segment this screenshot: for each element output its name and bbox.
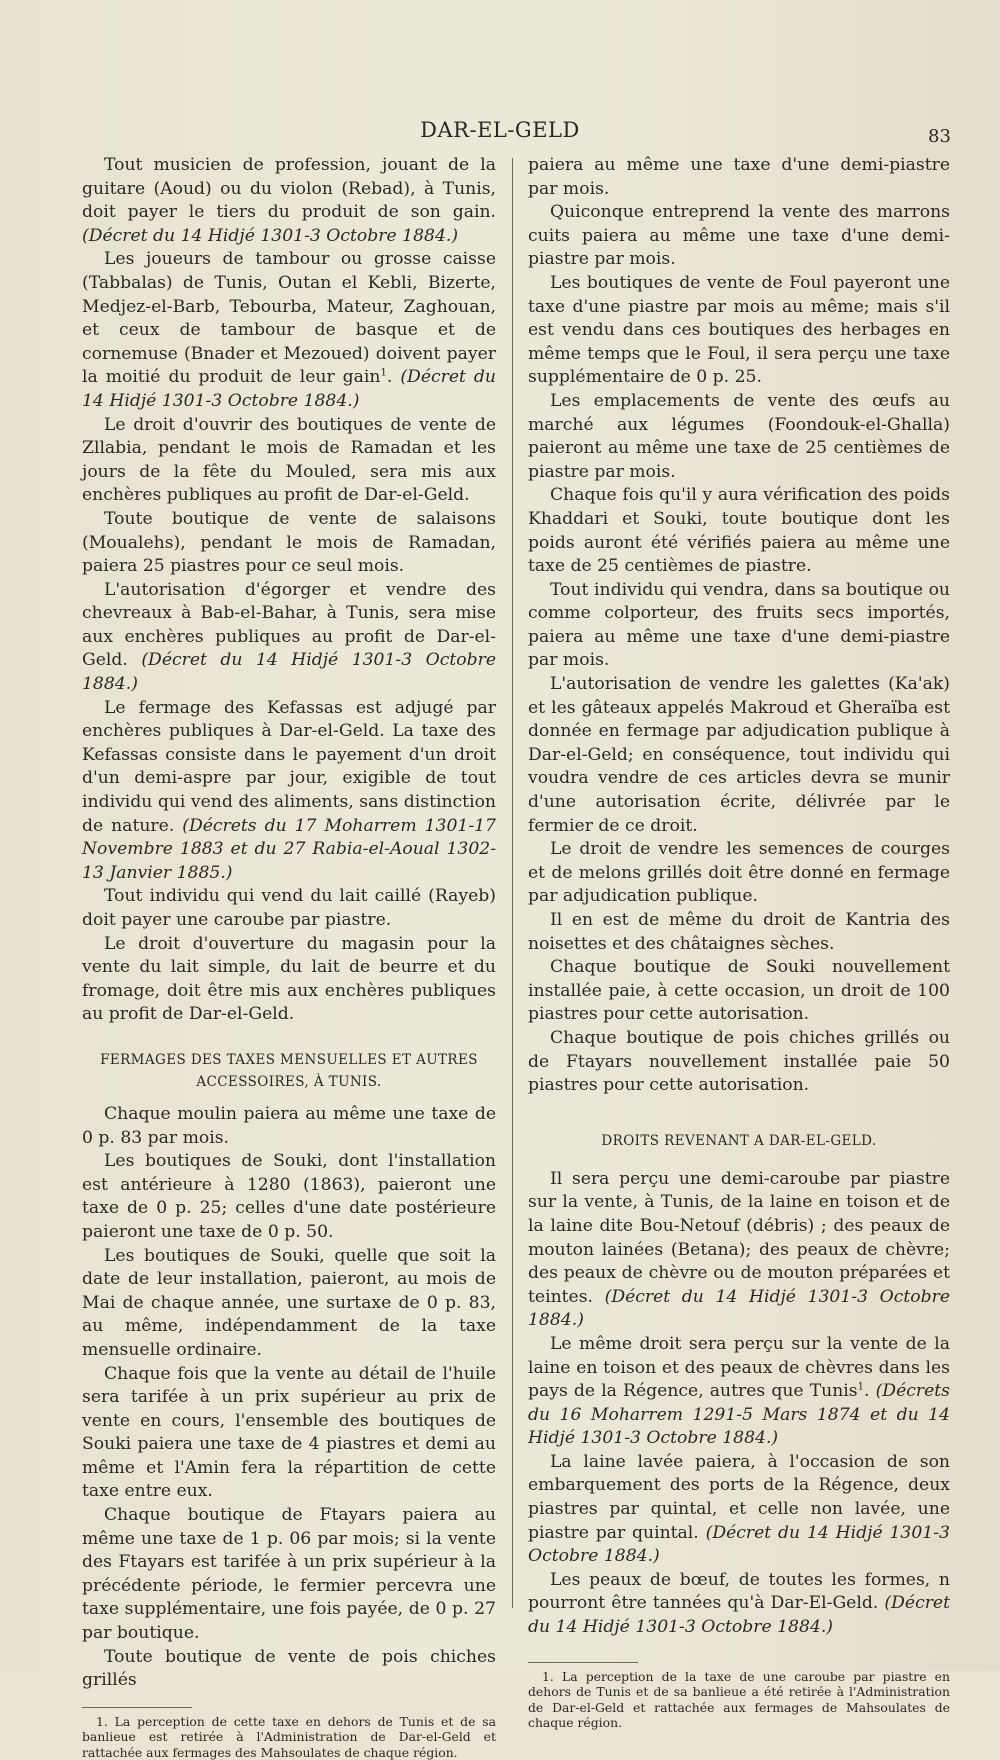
decree-reference: (Décrets du 17 Moharrem 1301-17 Novembre 1883 et du 27 Rabia-el-Aoual 1302-13 Janvier 1885.) [82, 815, 496, 883]
left-column [82, 154, 496, 1760]
paragraph: Il sera perçu une demi-caroube par piastre sur la vente, à Tunis, de la laine en toison et de la laine dite Bou-Netouf (débris) ; des peaux de mouton lainées (Betana); des peaux de chèvre; des peaux de chèvre ou de mouton préparées et teintes. (Décret du 14 Hidjé 1301-3 Octobre 1884.) [528, 1168, 950, 1331]
paragraph: Il en est de même du droit de Kantria des noisettes et des châtaignes sèches. [528, 910, 950, 954]
decree-reference: (Décret du 14 Hidjé 1301-3 Octobre 1884.) [82, 225, 459, 246]
footnote-number: 1 [542, 1668, 550, 1684]
paragraph: Toute boutique de vente de pois chiches grillés [82, 1646, 496, 1691]
paragraph: Le même droit sera perçu sur la vente de la laine en toison et des peaux de chèvres dans les pays de la Régence, autres que Tunis$^1$. (Décrets du 16 Moharrem 1291-5 Mars 1874 et du 14 Hidjé 1301-3 Octobre 1884.) [528, 1333, 950, 1449]
paragraph: Les joueurs de tambour ou grosse caisse (Tabbalas) de Tunis, Outan el Kebli, Bizerte, Medjez-el-Barb, Tebourba, Mateur, Zaghouan, et ceux de tambour de basque et de cornemuse (Bnader et Mezoued) doivent payer la moitié du produit de leur gain$^1$. (Décret du 14 Hidjé 1301-3 Octobre 1884.) [82, 249, 496, 411]
paragraph: Chaque boutique de Ftayars paiera au même une taxe de 1 p. 06 par mois; si la vente des Ftayars est tarifée à un prix supérieur à la précédente période, le fermier percevra une taxe supplémentaire, une fois payée, de 0 p. 27 par boutique. [82, 1505, 496, 1644]
paragraph: Tout individu qui vendra, dans sa boutique ou comme colporteur, des fruits secs importés, paiera au même une taxe d'une demi-piastre par mois. [528, 579, 950, 671]
section-heading: FERMAGES DES TAXES MENSUELLES ET AUTRES ACCESSOIRES, À TUNIS. [100, 1051, 478, 1090]
running-head: DAR-EL-GELD [420, 118, 580, 142]
paragraph: Le droit de vendre les semences de courges et de melons grillés doit être donné en fermage par adjudication publique. [528, 839, 950, 907]
paragraph: Toute boutique de vente de salaisons (Moualehs), pendant le mois de Ramadan, paiera 25 piastres pour ce seul mois. [82, 508, 496, 577]
decree-reference: (Décret du 14 Hidjé 1301-3 Octobre 1884.) [528, 1593, 950, 1638]
footnote-rule [528, 1662, 638, 1663]
decree-reference: (Décret du 14 Hidjé 1301-3 Octobre 1884.) [82, 367, 496, 411]
footnote-rule [82, 1707, 192, 1708]
paragraph: Quiconque entreprend la vente des marrons cuits paiera au même une taxe d'une demi-piastre par mois. [528, 202, 950, 270]
paragraph: Chaque fois qu'il y aura vérification des poids Khaddari et Souki, toute boutique dont les poids auront été vérifiés paiera au même une taxe de 25 centièmes de piastre. [528, 485, 950, 577]
paragraph: Tout individu qui vend du lait caillé (Rayeb) doit payer une caroube par piastre. [82, 886, 496, 930]
paragraph: Les boutiques de Souki, dont l'installation est antérieure à 1280 (1863), paieront une taxe de 0 p. 25; celles d'une date postérieure paieront une taxe de 0 p. 50. [82, 1151, 496, 1242]
footnote-marker: 1 [857, 1381, 864, 1393]
paragraph: Tout musicien de profession, jouant de la guitare (Aoud) ou du violon (Rebad), à Tunis, doit payer le tiers du produit de son gain. (Décret du 14 Hidjé 1301-3 Octobre 1884.) [82, 155, 496, 246]
decree-reference: (Décret du 14 Hidjé 1301-3 Octobre 1884.) [82, 650, 496, 695]
decree-reference: (Décrets du 16 Moharrem 1291-5 Mars 1874 et du 14 Hidjé 1301-3 Octobre 1884.) [528, 1381, 950, 1449]
decree-reference: (Décret du 14 Hidjé 1301-3 Octobre 1884.) [528, 1286, 950, 1331]
paragraph: Le droit d'ouverture du magasin pour la vente du lait simple, du lait de beurre et du fromage, doit être mis aux enchères publiques au profit de Dar-el-Geld. [82, 933, 496, 1025]
section-heading: DROITS REVENANT A DAR-EL-GELD. [601, 1132, 877, 1149]
paragraph: Chaque boutique de pois chiches grillés ou de Ftayars nouvellement installée paie 50 piastres pour cette autorisation. [528, 1027, 950, 1096]
paragraph: L'autorisation de vendre les galettes (Ka'ak) et les gâteaux appelés Makroud et Gheraïba est donnée en fermage par adjudication publique à Dar-el-Geld; en conséquence, tout individu qui voudra vendre de ces articles devra se munir d'une autorisation écrite, délivrée par le fermier de ce droit. [528, 674, 950, 836]
paragraph: Chaque fois que la vente au détail de l'huile sera tarifée à un prix supérieur au prix de vente en cours, l'ensemble des boutiques de Souki paiera une taxe de 4 piastres et demi au même et l'Amin fera la répartition de cette taxe entre eux. [82, 1363, 496, 1502]
footnote: 1. La perception de la taxe de une caroube par piastre en dehors de Tunis et de sa banlieue a été retirée à l'Administration de Dar-el-Geld et rattachée aux fermages de Mahsoulates de chaque région. [528, 1668, 950, 1731]
decree-reference: (Décret du 14 Hidjé 1301-3 Octobre 1884.) [528, 1522, 950, 1567]
paragraph: Les boutiques de vente de Foul payeront une taxe d'une piastre par mois au même; mais s'il est vendu dans ces boutiques des herbages en même temps que le Foul, il sera perçu une taxe supplémentaire de 0 p. 25. [528, 272, 950, 388]
paragraph: Les boutiques de Souki, quelle que soit la date de leur installation, paieront, au mois de Mai de chaque année, une surtaxe de 0 p. 83, au même, indépendamment de la taxe mensuelle ordinaire. [82, 1245, 496, 1360]
footnote-number: 1 [96, 1713, 104, 1729]
paragraph: Le droit d'ouvrir des boutiques de vente de Zllabia, pendant le mois de Ramadan et les jours de la fête du Mouled, sera mis aux enchères publiques au profit de Dar-el-Geld. [82, 414, 496, 506]
paragraph: Les emplacements de vente des œufs au marché aux légumes (Foondouk-el-Ghalla) paieront au même une taxe de 25 centièmes de piastre par mois. [528, 390, 950, 482]
paragraph: L'autorisation d'égorger et vendre des chevreaux à Bab-el-Bahar, à Tunis, sera mise aux enchères publiques au profit de Dar-el-Geld. (Décret du 14 Hidjé 1301-3 Octobre 1884.) [82, 579, 496, 695]
paragraph: Les peaux de bœuf, de toutes les formes, n pourront être tannées qu'à Dar-El-Geld. (Décret du 14 Hidjé 1301-3 Octobre 1884.) [528, 1569, 950, 1638]
paragraph: Chaque moulin paiera au même une taxe de 0 p. 83 par mois. [82, 1103, 496, 1148]
paragraph: Chaque boutique de Souki nouvellement installée paie, à cette occasion, un droit de 100 piastres pour cette autorisation. [528, 957, 950, 1025]
column-divider [512, 158, 513, 1608]
right-column [528, 154, 950, 1731]
paragraph: La laine lavée paiera, à l'occasion de son embarquement des ports de la Régence, deux piastres par quintal, et celle non lavée, une piastre par quintal. (Décret du 14 Hidjé 1301-3 Octobre 1884.) [528, 1451, 950, 1567]
footnote: 1. La perception de cette taxe en dehors de Tunis et de sa banlieue est retirée à l'Administration de Dar-el-Geld et rattachée aux fermages des Mahsoulates de chaque région. [82, 1713, 496, 1760]
paragraph: paiera au même une taxe d'une demi-piastre par mois. [528, 155, 950, 199]
page-number: 83 [928, 126, 951, 147]
paragraph: Le fermage des Kefassas est adjugé par enchères publiques à Dar-el-Geld. La taxe des Kefassas consiste dans le payement d'un droit d'un demi-aspre par jour, exigible de tout individu qui vend des aliments, sans distinction de nature. (Décrets du 17 Moharrem 1301-17 Novembre 1883 et du 27 Rabia-el-Aoual 1302-13 Janvier 1885.) [82, 697, 496, 883]
footnote-marker: 1 [380, 367, 387, 379]
